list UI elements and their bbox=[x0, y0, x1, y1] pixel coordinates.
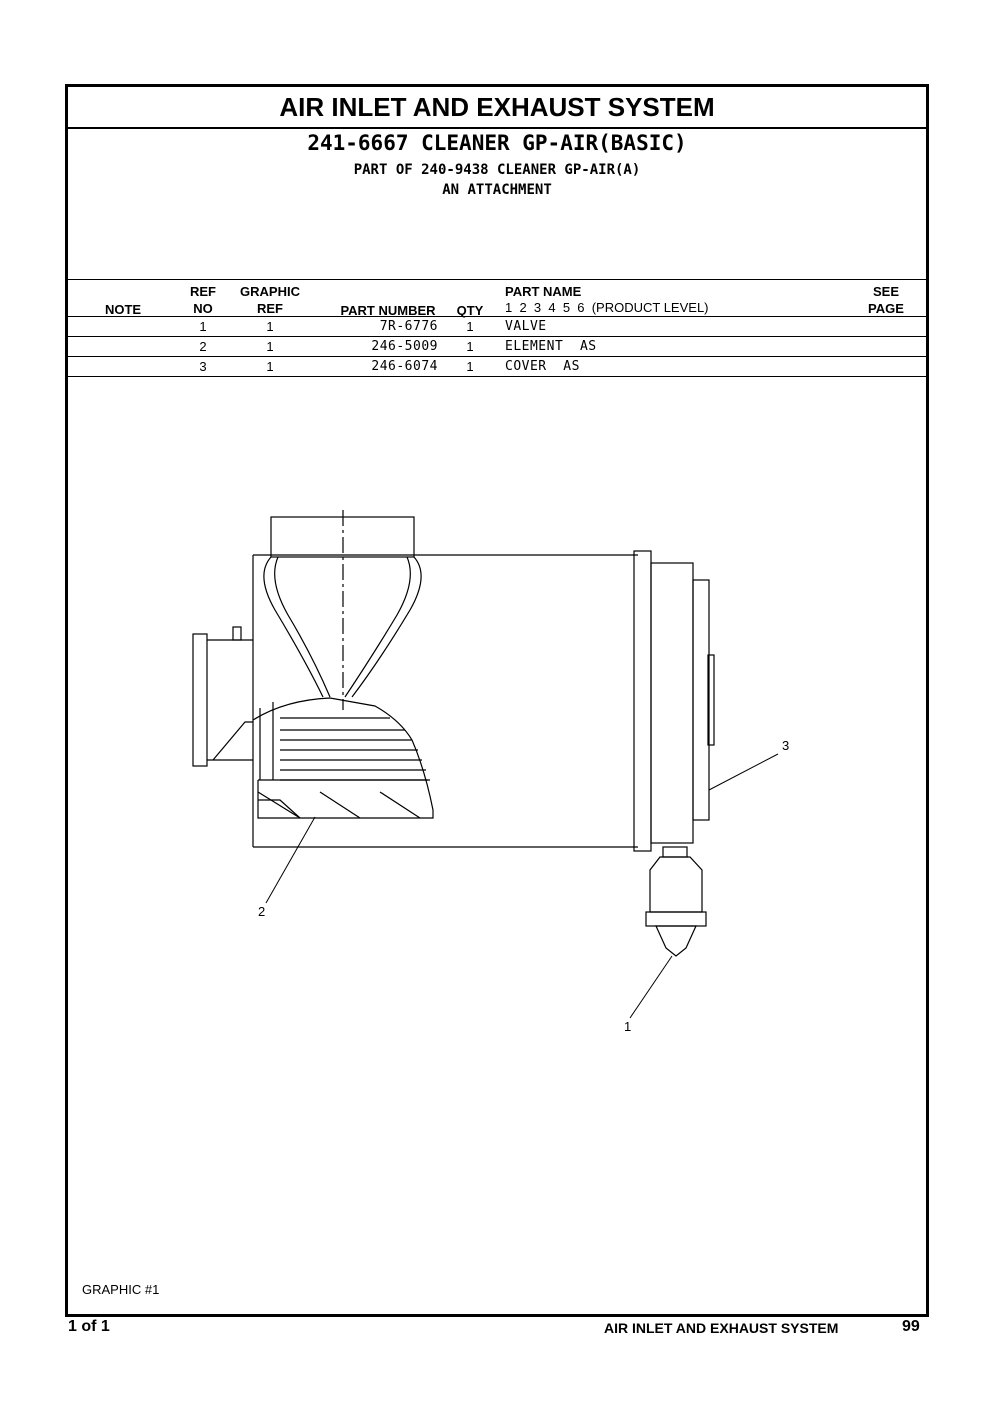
cell-part-number: 7R-6776 bbox=[379, 319, 438, 334]
footer-page-number: 99 bbox=[902, 1318, 920, 1335]
graphic-label: GRAPHIC #1 bbox=[82, 1282, 160, 1297]
header-ref-no-line1: REF bbox=[190, 284, 216, 299]
footer-section: AIR INLET AND EXHAUST SYSTEM bbox=[604, 1320, 839, 1336]
header-see-page-line2: PAGE bbox=[868, 301, 904, 316]
header-see-page-line1: SEE bbox=[872, 284, 899, 299]
cell-ref-no: 2 bbox=[199, 339, 207, 354]
callout-3: 3 bbox=[782, 738, 790, 753]
part-of-line: PART OF 240-9438 CLEANER GP-AIR(A) bbox=[353, 162, 641, 178]
header-qty: QTY bbox=[456, 303, 484, 318]
cell-graphic-ref: 1 bbox=[266, 359, 274, 374]
cell-graphic-ref: 1 bbox=[266, 319, 274, 334]
page-frame bbox=[65, 84, 929, 1317]
cell-part-name: ELEMENT AS bbox=[505, 339, 597, 354]
attachment-line: AN ATTACHMENT bbox=[442, 182, 552, 198]
header-ref-no-line2: NO bbox=[193, 301, 213, 316]
section-title: AIR INLET AND EXHAUST SYSTEM bbox=[68, 87, 926, 129]
header-product-level: 1 2 3 4 5 6 (PRODUCT LEVEL) bbox=[505, 300, 709, 315]
cell-ref-no: 1 bbox=[199, 319, 207, 334]
cell-part-number: 246-5009 bbox=[371, 339, 438, 354]
header-part-number: PART NUMBER bbox=[340, 303, 436, 318]
cell-part-name: VALVE bbox=[505, 319, 547, 334]
header-graphic-ref-line2: REF bbox=[257, 301, 283, 316]
cell-part-number: 246-6074 bbox=[371, 359, 438, 374]
air-cleaner-illustration bbox=[68, 87, 920, 1308]
header-graphic-ref-line1: GRAPHIC bbox=[240, 284, 300, 299]
cell-graphic-ref: 1 bbox=[266, 339, 274, 354]
footer-page-of: 1 of 1 bbox=[68, 1318, 110, 1335]
header-part-name: PART NAME bbox=[505, 284, 582, 299]
cell-qty: 1 bbox=[466, 339, 474, 354]
cell-part-name: COVER AS bbox=[505, 359, 580, 374]
header-note: NOTE bbox=[104, 302, 142, 317]
callout-1: 1 bbox=[624, 1019, 632, 1034]
callout-2: 2 bbox=[258, 904, 266, 919]
cell-qty: 1 bbox=[466, 319, 474, 334]
cell-qty: 1 bbox=[466, 359, 474, 374]
cell-ref-no: 3 bbox=[199, 359, 207, 374]
group-title: 241-6667 CLEANER GP-AIR(BASIC) bbox=[307, 131, 687, 155]
